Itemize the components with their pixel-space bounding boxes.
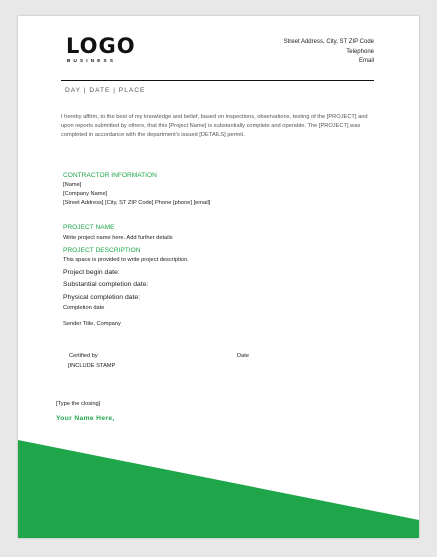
project-name-text: Write project name here. Add further details	[63, 235, 173, 241]
telephone: Telephone	[346, 48, 374, 55]
certified-by-label: Certified by	[69, 353, 98, 359]
closing-text: [Type the closing]	[56, 401, 101, 407]
date-line: DAY | DATE | PLACE	[65, 87, 146, 94]
affirmation-paragraph: I hereby affirm, to the best of my knowledge and belief, based on inspections, observations, testing of the [PROJECT] and upon reports submitted by others, that this [Project Name] is substantially complete and operable. The [PROJECT] was completed in accordance with the department's issued [DETAILS] permit.	[61, 114, 368, 139]
sender-address-block	[284, 38, 374, 67]
project-description-text: This space is provided to write project description.	[63, 257, 189, 263]
contractor-name: [Name]	[63, 182, 82, 188]
project-name-heading: PROJECT NAME	[63, 224, 115, 231]
project-description-heading: PROJECT DESCRIPTION	[63, 247, 141, 254]
green-corner-shape	[18, 16, 419, 538]
signature-name: Your Name Here,	[56, 415, 115, 422]
date-label: Date	[237, 353, 250, 359]
completion-date-label: Completion date	[63, 305, 105, 311]
street-address: Street Address, City, ST ZIP Code	[283, 39, 374, 45]
email: Email	[358, 58, 374, 64]
contractor-details: [Street Address] [City, ST ZIP Code] Phone [phone] [email]	[63, 200, 211, 206]
sender-title: Sender Title, Company	[63, 321, 121, 327]
stamp-placeholder: [INCLUDE STAMP	[68, 363, 116, 369]
logo-subtitle: BUSINESS	[67, 58, 117, 63]
contractor-heading: CONTRACTOR INFORMATION	[63, 172, 157, 179]
document-page	[18, 16, 419, 538]
physical-date-label: Physical completion date:	[63, 294, 141, 301]
header-divider	[61, 80, 374, 81]
logo-text: LOGO	[66, 34, 136, 58]
begin-date-label: Project begin date:	[63, 269, 120, 276]
substantial-date-label: Substantial completion date:	[63, 281, 149, 288]
contractor-company: [Company Name]	[63, 191, 108, 197]
